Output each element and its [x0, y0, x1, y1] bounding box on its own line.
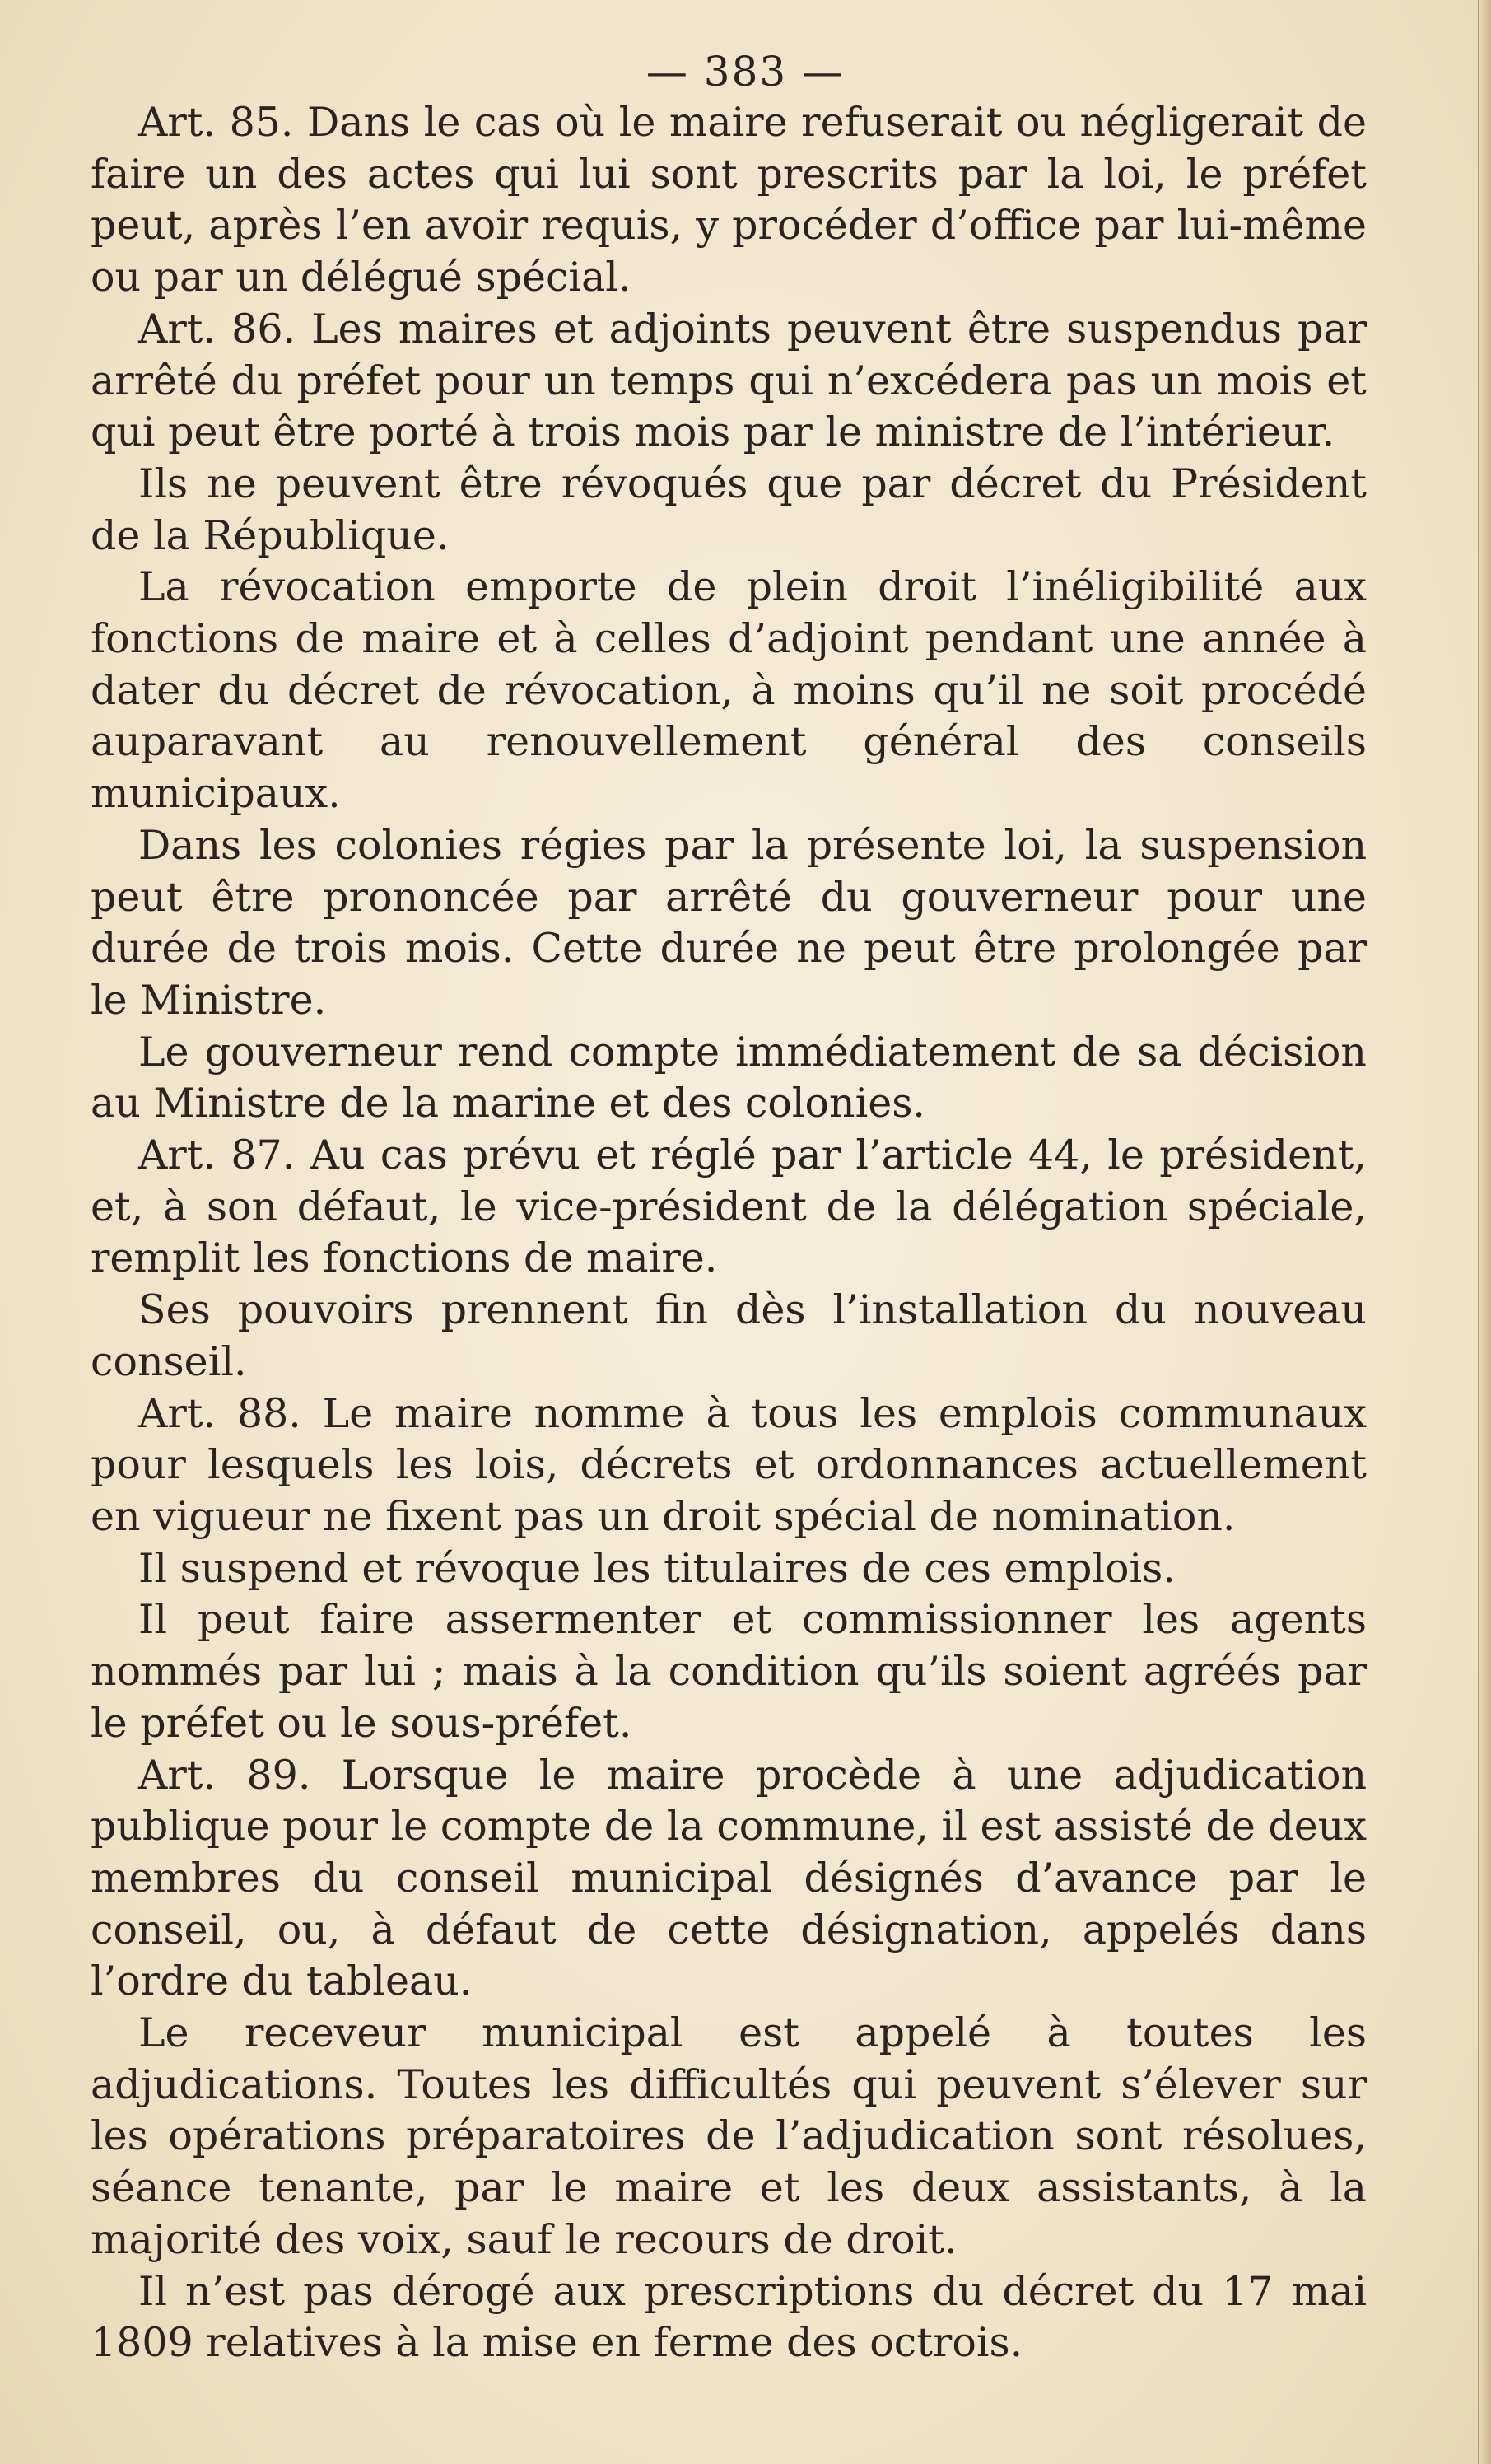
body-text — [91, 97, 1367, 2369]
paragraph-art-85: Art. 85. Dans le cas où le maire refuserait ou négligerait de faire un des actes qui lui sont prescrits par la loi, le préfet peut, après l’en avoir requis, y procéder d’office par lui-même ou par un délégué spécial. — [91, 99, 1367, 301]
page-number: — 383 — — [645, 48, 846, 96]
paragraph-ineligibility: La révocation emporte de plein droit l’inéligibilité aux fonctions de maire et à celles d’adjoint pendant une année à dater du décret de révocation, à moins qu’il ne soit procédé auparavant au renouvellement général des conseils municipaux. — [91, 563, 1367, 818]
paragraph-governor-report: Le gouverneur rend compte immédiatement de sa décision au Ministre de la marine et des colonies. — [91, 1028, 1367, 1127]
paragraph-suspend-revoke: Il suspend et révoque les titulaires de ces emplois. — [138, 1544, 1176, 1592]
paragraph-art-89: Art. 89. Lorsque le maire procède à une adjudication publique pour le compte de la commune, il est assisté de deux membres du conseil municipal désignés d’avance par le conseil, ou, à défaut de cette désignation, appelés dans l’ordre du tableau. — [91, 1751, 1367, 2005]
paragraph-art-87: Art. 87. Au cas prévu et réglé par l’article 44, le président, et, à son défaut, le vice-président de la délégation spéciale, remplit les fonctions de maire. — [91, 1132, 1367, 1282]
paragraph-colonies-suspension: Dans les colonies régies par la présente loi, la suspension peut être prononcée par arrêté du gouverneur pour une durée de trois mois. Cette durée ne peut être prolongée par le Ministre. — [91, 821, 1367, 1024]
paragraph-receveur: Le receveur municipal est appelé à toutes les adjudications. Toutes les difficultés qui peuvent s’élever sur les opérations préparatoires de l’adjudication sont résolues, séance tenante, par le maire et les deux assistants, à la majorité des voix, sauf le recours de droit. — [91, 2009, 1367, 2263]
paragraph-art-86: Art. 86. Les maires et adjoints peuvent être suspendus par arrêté du préfet pour un temps qui n’excédera pas un mois et qui peut être porté à trois mois par le ministre de l’intérieur. — [91, 305, 1367, 456]
paragraph-powers-end: Ses pouvoirs prennent fin dès l’installation du nouveau conseil. — [91, 1286, 1367, 1385]
paragraph-octrois-decree: Il n’est pas dérogé aux prescriptions du décret du 17 mai 1809 relatives à la mise en ferme des octrois. — [91, 2267, 1367, 2367]
paragraph-revocation-decree: Ils ne peuvent être révoqués que par décret du Président de la République. — [91, 460, 1367, 559]
paragraph-commission-agents: Il peut faire assermenter et commissionner les agents nommés par lui ; mais à la condition qu’ils soient agréés par le préfet ou le sous-préfet. — [91, 1596, 1367, 1747]
paragraph-art-88: Art. 88. Le maire nomme à tous les emplois communaux pour lesquels les lois, décrets et ordonnances actuellement en vigueur ne fixent pas un droit spécial de nomination. — [91, 1389, 1367, 1540]
page-edge — [1478, 0, 1491, 2464]
